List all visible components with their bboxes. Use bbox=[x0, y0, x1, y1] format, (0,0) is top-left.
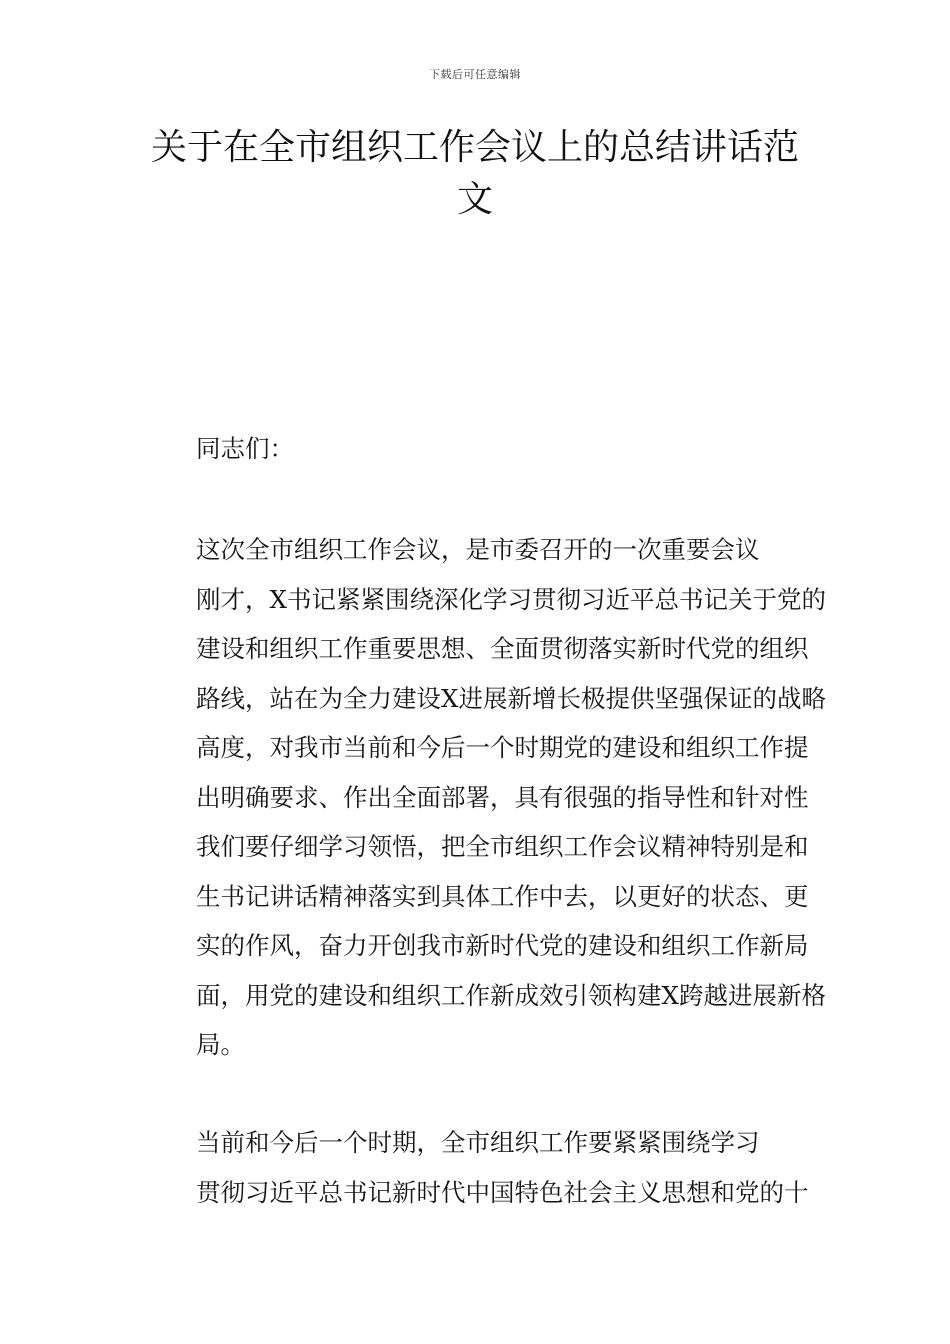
paragraph-line: 建设和组织工作重要思想、全面贯彻落实新时代党的组织 bbox=[196, 634, 809, 663]
paragraph-line: 生书记讲话精神落实到具体工作中去，以更好的状态、更 bbox=[196, 881, 809, 911]
paragraph-2 bbox=[146, 1118, 810, 1217]
paragraph-line: 这次全市组织工作会议，是市委召开的一次重要会议 bbox=[196, 535, 760, 564]
document-title bbox=[120, 122, 830, 226]
title-line-1: 关于在全市组织工作会议上的总结讲话范 bbox=[150, 127, 799, 168]
paragraph-line: 局。 bbox=[196, 1030, 245, 1059]
paragraph-line: 出明确要求、作出全面部署，具有很强的指导性和针对性 bbox=[196, 782, 809, 812]
title-line-2: 文 bbox=[456, 179, 493, 220]
paragraph-line: 实的作风，奋力开创我市新时代党的建设和组织工作新局 bbox=[196, 931, 809, 960]
paragraph-line: 面，用党的建设和组织工作新成效引领构建X跨越进展新格 bbox=[196, 980, 826, 1010]
paragraph-line: 贯彻习近平总书记新时代中国特色社会主义思想和党的十 bbox=[196, 1177, 809, 1207]
paragraph-line: 路线，站在为全力建设X进展新增长极提供坚强保证的战略 bbox=[196, 683, 826, 713]
paragraph-line: 高度，对我市当前和今后一个时期党的建设和组织工作提 bbox=[196, 733, 809, 762]
paragraph-line: 我们要仔细学习领悟，把全市组织工作会议精神特别是和 bbox=[196, 832, 809, 861]
paragraph-1 bbox=[146, 525, 826, 1070]
header-note: 下载后可任意编辑 bbox=[429, 68, 521, 81]
paragraph-line: 当前和今后一个时期，全市组织工作要紧紧围绕学习 bbox=[196, 1128, 760, 1157]
paragraph-line: 刚才，X书记紧紧围绕深化学习贯彻习近平总书记关于党的 bbox=[196, 584, 826, 614]
salutation: 同志们： bbox=[196, 434, 294, 463]
